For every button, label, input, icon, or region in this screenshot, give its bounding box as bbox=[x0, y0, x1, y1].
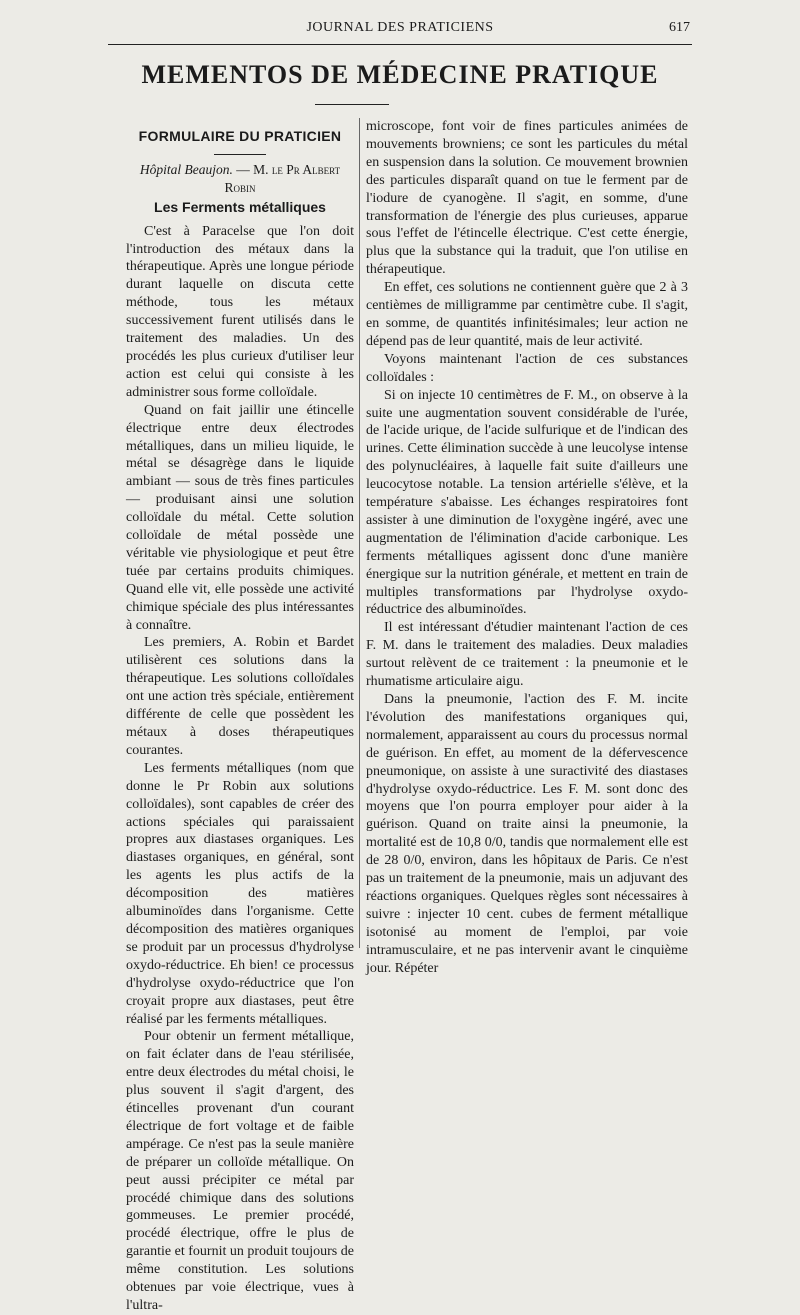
paragraph: C'est à Paracelse que l'on doit l'introduction des métaux dans la thérapeutique. Après une longue période durant laquelle on discuta cette méthode, tous les métaux successivement furent utilisés dans le traitement des maladies. Un des procédés les plus curieux d'utiliser leur action est celui qui consiste à les administrer sous forme colloïdale. bbox=[126, 223, 354, 400]
paragraph: En effet, ces solutions ne contiennent guère que 2 à 3 centièmes de milligramme par centimètre cube. Il s'agit, en somme, de quantités infinitésimales; leur action ne dépend pas de leur quantité, mais de leur activité. bbox=[366, 280, 688, 349]
header-rule bbox=[108, 44, 692, 45]
article-subheading: Les Ferments métalliques bbox=[154, 198, 326, 215]
running-header bbox=[0, 20, 800, 42]
paragraph: Il est intéressant d'étudier maintenant l'action de ces F. M. dans le traitement des maladies. Deux maladies surtout relèvent de ce traitement : la pneumonie et le rhumatisme articulaire aigu. bbox=[366, 620, 688, 690]
paragraph: Dans la pneumonie, l'action des F. M. incite l'évolution des manifestations organiques qui, normalement, apparaissent au cours du processus normal de guérison. En effet, au moment de la défervescence pneumonique, on assiste à une suractivité des diastases d'hydrolyse oxydo-réductrice. Les F. M. sont donc des moyens que l'on pourra employer pour aider à la guérison. Quand on traite ainsi la pneumonie, la mortalité est de 10,8 0/0, tandis que normalement elle est de 28 0/0, environ, dans les hôpitaux de Paris. Ce n'est pas un traitement de la pneumonie, mais un adjuvant des réactions organiques. Quelques règles sont nécessaires à suivre : injecter 10 cent. cubes de ferment métallique isotonisé au moment de l'emploi, par voie intramusculaire, et ne pas intervenir avant le cinquième jour. Répéter bbox=[366, 692, 688, 976]
running-title: JOURNAL DES PRATICIENS bbox=[306, 20, 494, 35]
column-divider bbox=[359, 118, 360, 948]
main-title: MEMENTOS DE MÉDECINE PRATIQUE bbox=[141, 60, 659, 89]
left-column bbox=[126, 118, 354, 1315]
paragraph: Voyons maintenant l'action de ces substances colloïdales : bbox=[366, 351, 688, 385]
paragraph: Quand on fait jaillir une étincelle électrique entre deux électrodes métalliques, dans un milieu liquide, le métal se désagrège dans le liquide ambiant — sous de très fines particules — produisant ainsi une solution colloïdale du métal. Cette solution colloïdale de métal possède une véritable vie physiologique et peut être tuée par certains produits chimiques. Quand elle vit, elle possède une activité chimique spéciale des plus intéressantes à connaître. bbox=[126, 402, 354, 633]
paragraph: Pour obtenir un ferment métallique, on fait éclater dans de l'eau stérilisée, entre deux électrodes du métal choisi, le plus souvent il s'agit d'argent, des étincelles provenant d'un courant électrique de fort voltage et de faible ampérage. Ce n'est pas la seule manière de préparer un colloïde métallique. On peut aussi précipiter ce métal par procédé chimique dans des solutions gommeuses. Le premier procédé, procédé électrique, offre le plus de garantie et fournit un produit toujours de même constitution. Les solutions obtenues par voie électrique, vues à l'ultra- bbox=[126, 1029, 354, 1313]
paragraph: microscope, font voir de fines particules animées de mouvements browniens; ce sont les particules du métal en suspension dans la solution. Ce mouvement brownien des particules disparaît quand on tue le ferment par de l'iodure de cyanogène. Il s'agit, en somme, d'une transformation de l'énergie des plus curieuses, apparue sous l'effet de l'étincelle électrique. C'est cette énergie, plus que la substance qui la traduit, que l'on utilise en thérapeutique. bbox=[366, 119, 688, 278]
section-rule bbox=[214, 154, 266, 155]
byline bbox=[126, 161, 354, 197]
paragraph: Les premiers, A. Robin et Bardet utilisèrent ces solutions dans la thérapeutique. Les solutions colloïdales ont une action très spéciale, entièrement différente de celle que possèdent les métaux à doses thérapeutiques courantes. bbox=[126, 635, 354, 758]
paragraph: Si on injecte 10 centimètres de F. M., on observe à la suite une augmentation souvent considérable de l'urée, de l'acide urique, de l'acide sulfurique et de l'indican des urines. Cette élimination succède à une leucolyse intense des polynucléaires, à laquelle fait suite d'ailleurs une leucocytose notable. La tension artérielle s'élève, et la température s'abaisse. Les échanges respiratoires font assister à une diminution de l'oxygène ingéré, avec une augmentation de l'élimination d'acide carbonique. Les ferments métalliques agissent donc d'une manière énergique sur la nutrition générale, et mettent en train de multiples transformations par l'hydrolyse oxydo-réductrice des albuminoïdes. bbox=[366, 387, 688, 618]
title-rule bbox=[315, 104, 389, 105]
byline-place: Hôpital Beaujon. bbox=[139, 161, 233, 177]
paragraph: Les ferments métalliques (nom que donne le Pr Robin aux solutions colloïdales), sont capables de créer des actions spéciales qui paraissaient propres aux diastases organiques. Les diastases organiques, en général, sont les agents les plus actifs de la décomposition des matières albuminoïdes dans l'organisme. Cette décomposition des matières organiques se produit par un processus d'hydrolyse oxydo-réductrice. Eh bien! ce processus d'hydrolyse oxydo-réductrice que l'on croyait propre aux diastases, peut être réalisé par les ferments métalliques. bbox=[126, 760, 354, 1027]
page-number: 617 bbox=[669, 20, 690, 35]
section-heading: FORMULAIRE DU PRATICIEN bbox=[138, 128, 342, 144]
byline-author: — M. le Pr Albert Robin bbox=[224, 161, 341, 195]
right-column bbox=[366, 118, 688, 978]
